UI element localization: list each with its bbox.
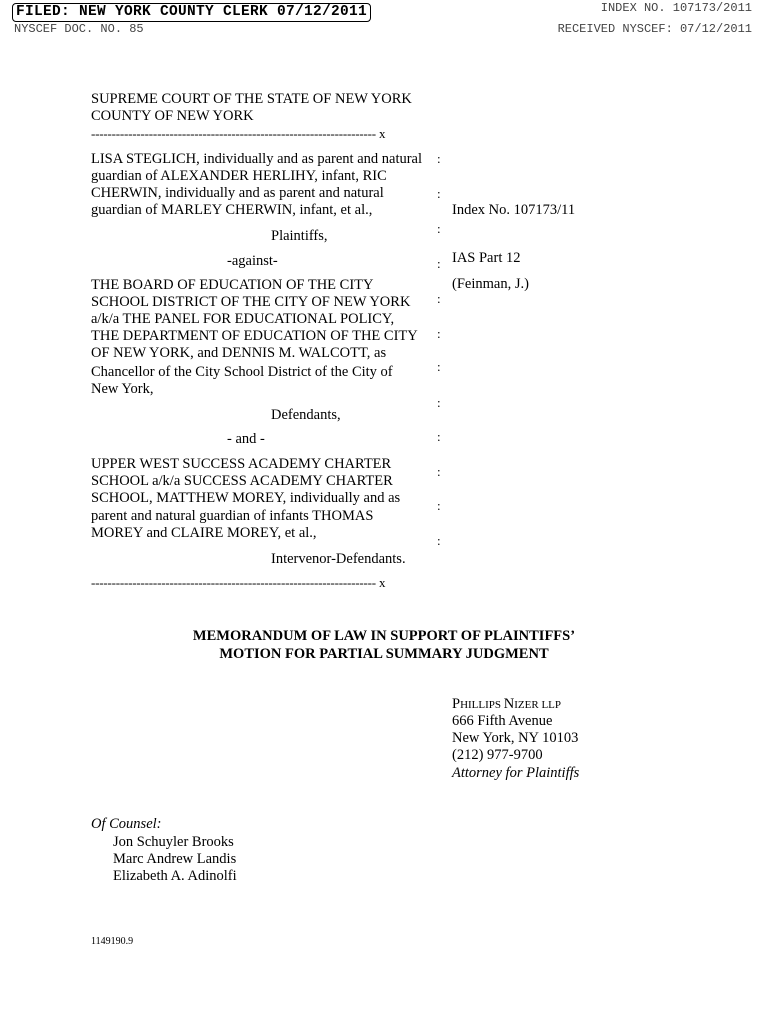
ias-part: IAS Part 12 xyxy=(452,250,521,266)
caption-colon: : xyxy=(437,256,441,271)
court-county: COUNTY OF NEW YORK xyxy=(91,108,254,124)
plaintiff-line: LISA STEGLICH, individually and as parent and natural xyxy=(91,151,423,167)
title-line-1: MEMORANDUM OF LAW IN SUPPORT OF PLAINTIFFS’ xyxy=(192,628,576,644)
firm-name-initial: P xyxy=(452,696,461,712)
received-nyscef-date: RECEIVED NYSCEF: 07/12/2011 xyxy=(557,22,752,36)
index-number: Index No. 107173/11 xyxy=(452,202,576,218)
firm-name-initial: N xyxy=(503,696,515,712)
defendant-line: THE DEPARTMENT OF EDUCATION OF THE CITY xyxy=(91,328,418,344)
caption-colon: : xyxy=(437,359,441,374)
index-number-header: INDEX NO. 107173/2011 xyxy=(600,1,752,15)
plaintiff-line: guardian of ALEXANDER HERLIHY, infant, RIC xyxy=(91,168,387,184)
caption-colon: : xyxy=(437,221,441,236)
caption-colon: : xyxy=(437,464,441,479)
defendant-line: OF NEW YORK, and DENNIS M. WALCOTT, as xyxy=(91,345,387,361)
and-label: - and - xyxy=(227,431,265,447)
court-name: SUPREME COURT OF THE STATE OF NEW YORK xyxy=(91,91,412,107)
document-id: 1149190.9 xyxy=(91,936,134,947)
caption-colon: : xyxy=(437,429,441,444)
counsel-name: Elizabeth A. Adinolfi xyxy=(113,868,237,884)
caption-colon: : xyxy=(437,326,441,341)
firm-name-part: IZER LLP xyxy=(514,699,562,711)
defendant-line: a/k/a THE PANEL FOR EDUCATIONAL POLICY, xyxy=(91,311,395,327)
firm-role: Attorney for Plaintiffs xyxy=(452,765,580,781)
intervenor-line: SCHOOL, MATTHEW MOREY, individually and as xyxy=(91,490,401,506)
intervenor-line: MOREY and CLAIRE MOREY, et al., xyxy=(91,525,317,541)
firm-name xyxy=(452,696,561,714)
caption-colon: : xyxy=(437,533,441,548)
defendant-line: SCHOOL DISTRICT OF THE CITY OF NEW YORK xyxy=(91,294,411,310)
defendant-line: New York, xyxy=(91,381,154,397)
counsel-name: Marc Andrew Landis xyxy=(113,851,237,867)
intervenor-line: SCHOOL a/k/a SUCCESS ACADEMY CHARTER xyxy=(91,473,393,489)
caption-colon: : xyxy=(437,498,441,513)
title-line-2: MOTION FOR PARTIAL SUMMARY JUDGMENT xyxy=(219,646,549,662)
caption-rule-top: --------------------------------------------------------------------- x xyxy=(91,126,386,141)
caption-colon: : xyxy=(437,291,441,306)
caption-colon: : xyxy=(437,186,441,201)
firm-address-street: 666 Fifth Avenue xyxy=(452,713,553,729)
firm-name-part: HILLIPS xyxy=(460,699,504,711)
caption-rule-bottom: --------------------------------------------------------------------- x xyxy=(91,575,386,590)
document-title xyxy=(0,627,768,663)
counsel-name: Jon Schuyler Brooks xyxy=(113,834,234,850)
plaintiffs-role: Plaintiffs, xyxy=(271,228,328,244)
plaintiff-line: guardian of MARLEY CHERWIN, infant, et al., xyxy=(91,202,373,218)
against-label: -against- xyxy=(227,253,278,269)
intervenors-role: Intervenor-Defendants. xyxy=(271,551,406,567)
judge-name: (Feinman, J.) xyxy=(452,276,529,292)
of-counsel-heading: Of Counsel: xyxy=(91,816,162,832)
firm-phone: (212) 977-9700 xyxy=(452,747,543,763)
defendants-role: Defendants, xyxy=(271,407,341,423)
plaintiff-line: CHERWIN, individually and as parent and natural xyxy=(91,185,384,201)
nyscef-doc-number: NYSCEF DOC. NO. 85 xyxy=(14,22,144,36)
intervenor-line: UPPER WEST SUCCESS ACADEMY CHARTER xyxy=(91,456,392,472)
caption-colon: : xyxy=(437,151,441,166)
intervenor-line: parent and natural guardian of infants THOMAS xyxy=(91,508,374,524)
filed-stamp: FILED: NEW YORK COUNTY CLERK 07/12/2011 xyxy=(12,3,371,22)
defendant-line: THE BOARD OF EDUCATION OF THE CITY xyxy=(91,277,374,293)
caption-colon: : xyxy=(437,395,441,410)
firm-address-city: New York, NY 10103 xyxy=(452,730,579,746)
defendant-line: Chancellor of the City School District of the City of xyxy=(91,364,393,380)
